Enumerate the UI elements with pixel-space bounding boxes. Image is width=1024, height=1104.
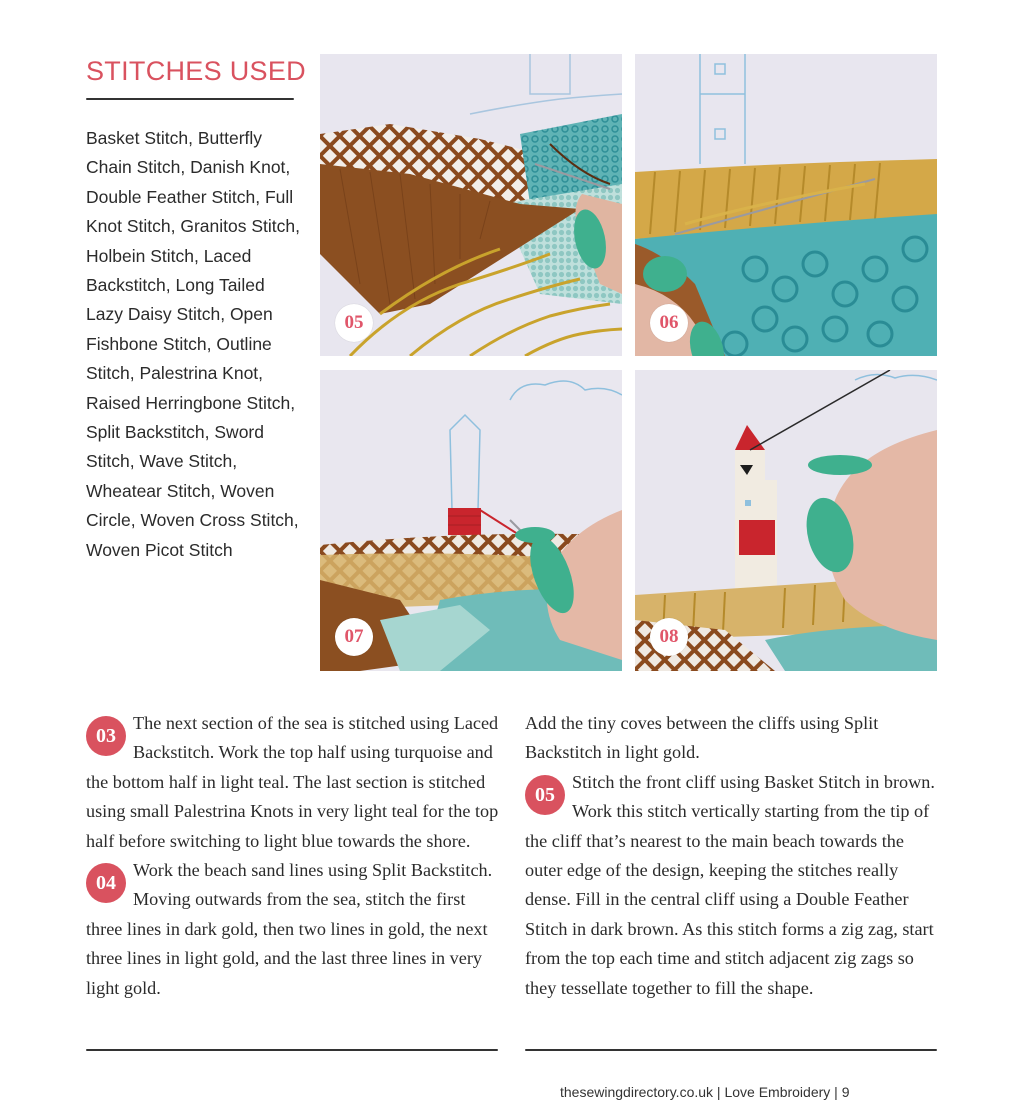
stitches-used-heading: STITCHES USED bbox=[86, 56, 306, 86]
bottom-rule-left bbox=[86, 1049, 498, 1051]
photo-step-06 bbox=[635, 54, 937, 356]
step-number: 03 bbox=[86, 716, 126, 756]
photo-step-badge: 08 bbox=[650, 618, 688, 656]
step-text: The next section of the sea is stitched using Laced Backstitch. Work the top half using turquoise and the bottom half in light teal. The last section is stitched using small Palestrina Knots in very light teal for the top half before switching to light blue towards the shore. bbox=[86, 713, 499, 851]
step-05 bbox=[525, 768, 937, 1003]
step-03 bbox=[86, 709, 500, 856]
photo-step-badge: 07 bbox=[335, 618, 373, 656]
step-number: 05 bbox=[525, 775, 565, 815]
page-footer: thesewingdirectory.co.uk | Love Embroidery | 9 bbox=[560, 1084, 850, 1100]
step-04 bbox=[86, 856, 500, 1003]
heading-underline bbox=[86, 98, 294, 100]
photo-step-badge: 06 bbox=[650, 304, 688, 342]
left-text-column bbox=[86, 709, 500, 1003]
photo-step-05 bbox=[320, 54, 622, 356]
bottom-rule-right bbox=[525, 1049, 937, 1051]
photo-step-07 bbox=[320, 370, 622, 671]
step-text: Stitch the front cliff using Basket Stitch in brown. Work this stitch vertically starting from the tip of the cliff that’s nearest to the main beach towards the outer edge of the design, keeping the stitches really dense. Fill in the central cliff using a Double Feather Stitch in dark brown. As this stitch forms a zig zag, start from the top each time and stitch adjacent zig zags so they tessellate together to fill the shape. bbox=[525, 771, 935, 998]
coves-paragraph: Add the tiny coves between the cliffs using Split Backstitch in light gold. bbox=[525, 713, 879, 763]
photo-step-badge: 05 bbox=[335, 304, 373, 342]
stitch-list: Basket Stitch, Butterfly Chain Stitch, Danish Knot, Double Feather Stitch, Full Knot Stitch, Granitos Stitch, Holbein Stitch, Laced Backstitch, Long Tailed Lazy Daisy Stitch, Open Fishbone Stitch, Outline Stitch, Palestrina Knot, Raised Herringbone Stitch, Split Backstitch, Sword Stitch, Wave Stitch, Wheatear Stitch, Woven Circle, Woven Cross Stitch, Woven Picot Stitch bbox=[86, 128, 300, 560]
step-text: Work the beach sand lines using Split Backstitch. Moving outwards from the sea, stitch the first three lines in dark gold, then two lines in gold, the next three lines in light gold, and the last three lines in very light gold. bbox=[86, 860, 493, 998]
step-number: 04 bbox=[86, 863, 126, 903]
photo-step-08 bbox=[635, 370, 937, 671]
right-text-column bbox=[525, 709, 937, 1003]
